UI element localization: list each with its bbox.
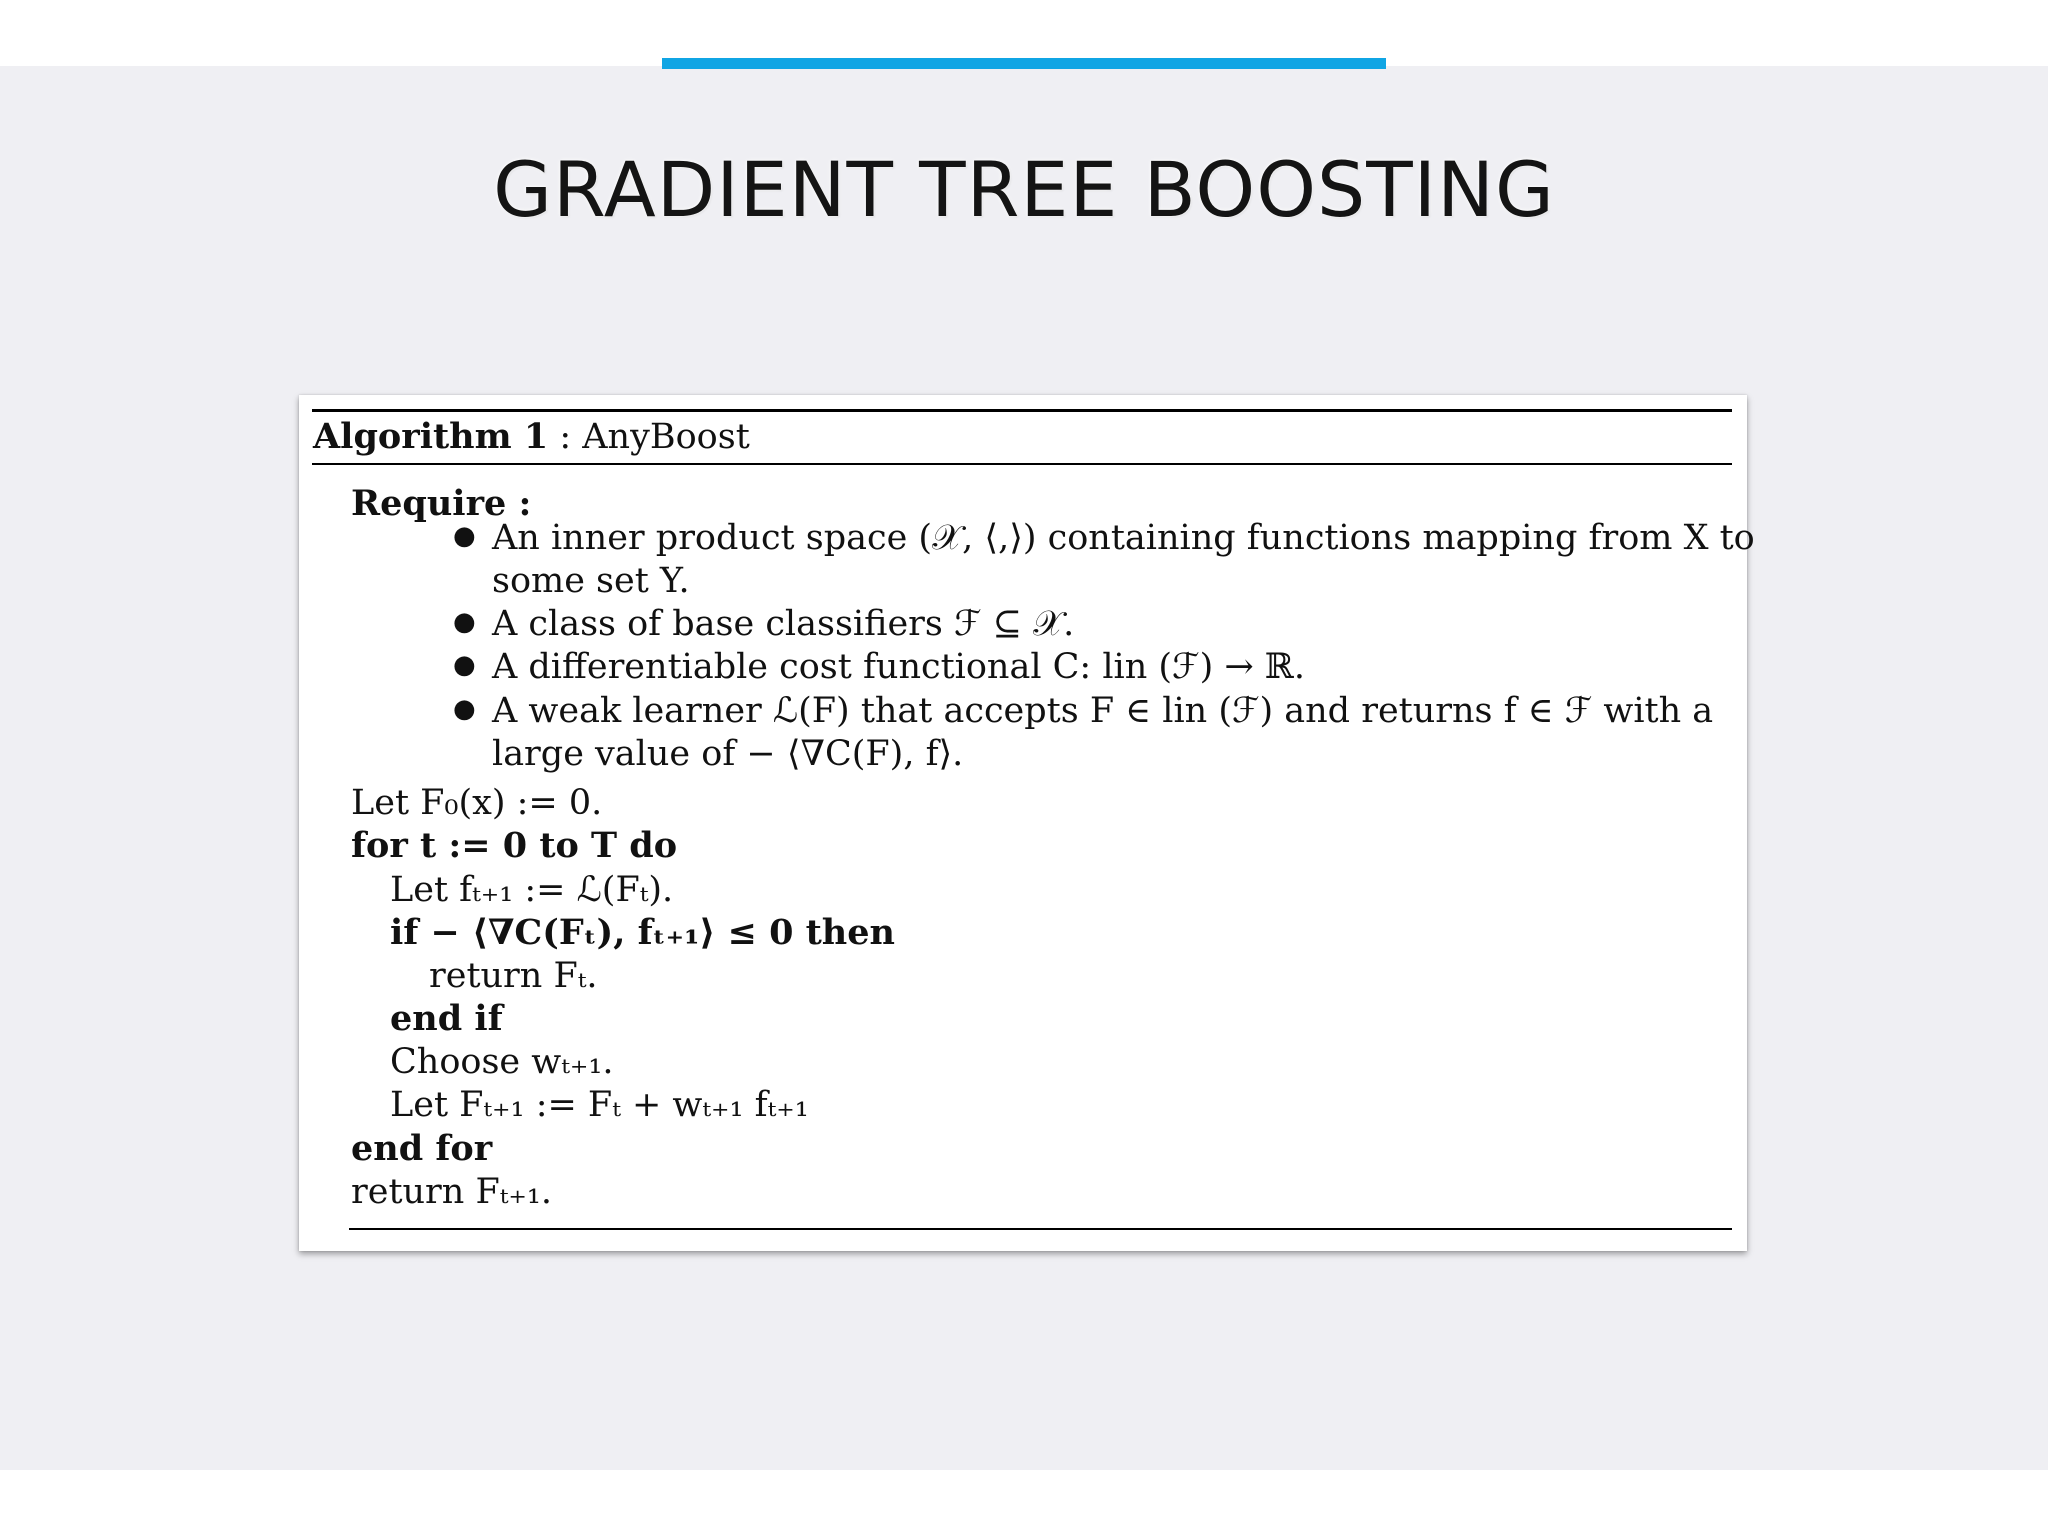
step-line: Let fₜ₊₁ := ℒ(Fₜ). (390, 870, 674, 910)
step-line: for t := 0 to T do (351, 825, 678, 866)
algorithm-name: AnyBoost (582, 417, 750, 457)
step-line: Choose wₜ₊₁. (390, 1042, 614, 1082)
step-line: Let F₀(x) := 0. (351, 783, 603, 823)
algorithm-label: Algorithm 1 (313, 416, 549, 457)
step-line: end if (390, 998, 503, 1039)
algorithm-separator: : (559, 417, 572, 457)
step-line: Let Fₜ₊₁ := Fₜ + wₜ₊₁ fₜ₊₁ (390, 1085, 809, 1125)
requirement-line: some set Y. (492, 561, 690, 601)
step-line: return Fₜ. (429, 956, 598, 996)
requirement-line: A weak learner ℒ(F) that accepts F ∈ lin (ℱ) and returns f ∈ ℱ with a (492, 691, 1714, 731)
accent-bar (662, 58, 1386, 69)
step-line: if − ⟨∇C(Fₜ), fₜ₊₁⟩ ≤ 0 then (390, 912, 895, 953)
requirement-line: An inner product space (𝒳, ⟨,⟩) containing functions mapping from X to (492, 518, 1755, 558)
bottom-rule (349, 1228, 1732, 1230)
bullet-icon: ● (453, 650, 476, 680)
bullet-icon: ● (453, 607, 476, 637)
require-label: Require : (351, 483, 532, 524)
requirement-line: A class of base classifiers ℱ ⊆ 𝒳. (492, 604, 1075, 644)
step-line: end for (351, 1128, 493, 1169)
step-line: return Fₜ₊₁. (351, 1172, 552, 1212)
bullet-icon: ● (453, 521, 476, 551)
algorithm-box (299, 395, 1755, 1251)
bullet-icon: ● (453, 694, 476, 724)
slide-title: GRADIENT TREE BOOSTING (493, 145, 1555, 234)
requirement-line: large value of − ⟨∇C(F), f⟩. (492, 734, 964, 774)
requirement-line: A differentiable cost functional C: lin (ℱ) → ℝ. (492, 647, 1306, 687)
